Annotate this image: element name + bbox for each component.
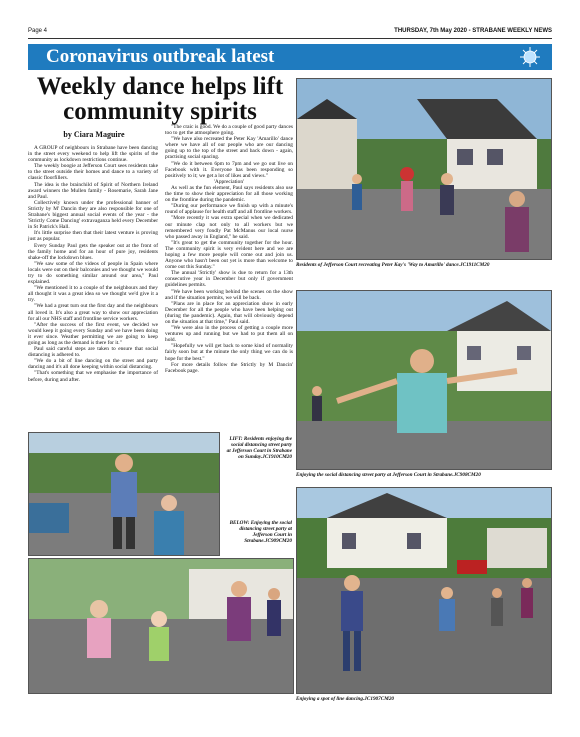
caption-lift: LIFT: Residents enjoying the social distancing street party at Jefferson Court in Strabane on Sunday.JC1910CM20 [226, 436, 292, 460]
page-header [28, 28, 552, 39]
photo-children-dancing [28, 558, 294, 694]
paragraph: For more details follow the Strictly by M Dancin' Facebook page. [165, 361, 293, 374]
dateline: THURSDAY, 7th May 2020 - STRABANE WEEKLY NEWS [394, 28, 552, 34]
section-banner [28, 44, 552, 70]
paragraph: "We mentioned it to a couple of the neighbours and they all thought it was a great idea so we thought we'd give it a try. [28, 285, 158, 304]
paragraph: "We have been working behind the scenes on the show and if the situation permits, we will be back. [165, 288, 293, 301]
article-column-1 [28, 145, 158, 383]
paragraph: It's little surprise then that their latest venture is proving just as popular. [28, 230, 158, 243]
paragraph: "We were also in the process of getting a couple more ventures up and running but we had to put them all on hold. [165, 325, 293, 344]
caption-line-dancing: Enjoying a spot of line dancing.JC1907CM20 [296, 696, 395, 702]
paragraph: The annual 'Strictly' show is due to return for a 13th consecutive year in December but only if government guidelines permits. [165, 270, 293, 289]
paragraph: "More recently it was extra special when we dedicated our minute clap not only to all workers but we remembered very fondly Pat McManus our local nurse who passed away in England," he said. [165, 215, 293, 240]
paragraph: "It's great to get the community together for the hour. The community spirit is very evident here and we are hoping a few more people will come out and join us. Anyone who hasn't been out yet is more than welcome to come out this Sunday." [165, 239, 293, 271]
caption-amarillo: Residents of Jefferson Court recreating Peter Kay's 'Way to Amarillo' dance.JC1911CM20 [296, 262, 490, 268]
paragraph: As well as the fun element, Paul says residents also use the time to show their appreciation for all those working on the frontline during the pandemic. [165, 184, 293, 204]
paragraph: "We do it between 6pm to 7pm and we go out live on Facebook with it. Everyone has been responding so positively to it; we get a lot of likes and views." [165, 160, 293, 179]
paragraph: A GROUP of neighbours in Strabane have been dancing in the street every weekend to help lift the spirits of the community as lockdown restrictions continue. [28, 145, 158, 164]
article-column-2 [165, 124, 293, 374]
paragraph: The weekly boogie at Jefferson Court sees residents take to the street outside their homes and dance to a variety of classic floorfillers. [28, 163, 158, 182]
paragraph: "We had a great turn out the first day and the neighbours all loved it. It's also a great way to show our appreciation for all our NHS staff and frontline service workers. [28, 303, 158, 322]
paragraph: "We do a bit of line dancing on the street and party dancing and it's all done keeping within social distancing. [28, 358, 158, 371]
caption-below: BELOW: Enjoying the social distancing street party at Jefferson Court in Strabane.JC909CM20 [229, 520, 292, 544]
article-headline: Weekly dance helps lift community spirits [36, 73, 284, 125]
photo-residents-sunday [28, 432, 220, 556]
paragraph: Paul said careful steps are taken to ensure that social distancing is adhered to. [28, 346, 158, 359]
caption-street-party: Enjoying the social distancing street party at Jefferson Court in Strabane.JC908CM20 [296, 472, 481, 478]
banner-title: Coronavirus outbreak latest [46, 46, 275, 67]
paragraph: "The craic is good. We do a couple of good party dances too to get the atmosphere going. [165, 124, 293, 137]
virus-icon [518, 45, 542, 69]
page-number: Page 4 [28, 28, 48, 34]
paragraph: "We saw some of the videos of people in Spain where locals were out on their balconies and we thought we would try to do something similar around our area," Paul explained. [28, 260, 158, 286]
paragraph: "We have also recreated the Peter Kay 'Amarillo' dance where we have all of our people who are our dancing going up to the top of the street and back down - again, practising social spacing. [165, 136, 293, 161]
photo-line-dancing [296, 487, 552, 694]
paragraph: "During our performance we finish up with a minute's round of applause for health staff and all frontline workers. [165, 203, 293, 216]
paragraph: The idea is the brainchild of Spirit of Northern Ireland award winners the Mullen family - Rosemarie, Sarah Jane and Paul. [28, 181, 158, 200]
paragraph: "Plans are in place for an appreciation show in early December for all the people who have been helping out (during the pandemic). Again, that will obviously depend on the situation at that time," Paul said. [165, 300, 293, 325]
paragraph: Every Sunday Paul gets the speaker out at the front of the family home and for an hour of pure joy, residents shake-off the lockdown blues. [28, 242, 158, 261]
photo-street-party [296, 290, 552, 470]
paragraph: "After the success of the first event, we decided we would keep it going every Sunday and we have been doing it ever since. Weather permitting we are going to keep going as long as the demand is there for it." [28, 321, 158, 346]
paragraph: "Hopefully we will get back to some kind of normality fairly soon but at the minute the only thing we can do is hope for the best." [165, 343, 293, 362]
subheading: 'Appreciation' [213, 178, 245, 185]
paragraph: "That's something that we emphasise the importance of before, during and after. [28, 370, 158, 383]
photo-amarillo-dance [296, 78, 552, 260]
byline: by Ciara Maguire [63, 130, 125, 139]
paragraph: Collectively known under the professional banner of Strictly by M' Dancin they are also responsible for one of Strabane's biggest annual social events of the year - the 'Strictly Come Dancing' extravaganza held every December in St Patrick's Hall. [28, 199, 158, 231]
